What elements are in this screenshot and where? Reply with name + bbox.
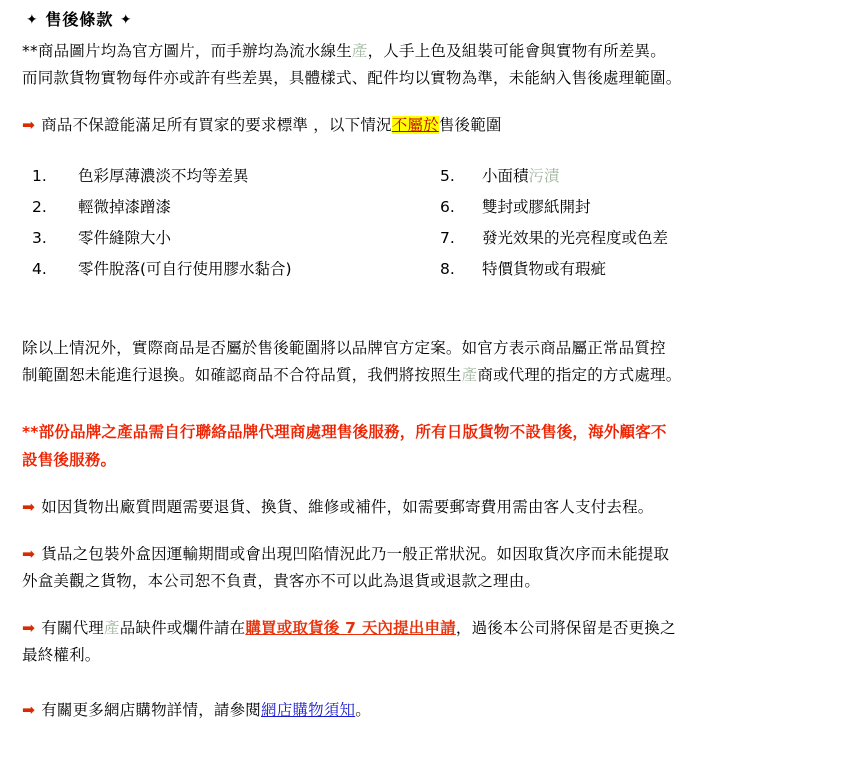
arrow-icon: ➡ [22,116,36,135]
arrow-icon: ➡ [22,544,36,563]
intro-line-1 [22,39,850,64]
notice-line [22,113,850,138]
intro-line-1-prefix: **商品圖片均為官方圖片，而手辦均為流水線生 [22,41,352,60]
notice-highlight: 不屬於 [391,116,439,135]
clause-shipping-text: 如因貨物出廠質問題需要退貨、換貨、維修或補件，如需要郵寄費用需由客人支付去程。 [41,497,654,516]
list-item [22,226,436,250]
list-item-label: 零件脫落(可自行使用膠水黏合) [78,260,292,279]
more-info-before: 有關更多網店購物詳情，請參閱 [41,701,261,720]
clause-agent-line-2: 最終權利。 [22,646,101,665]
spacer [22,475,850,495]
clause-agent-emphasis: 購買或取貨後 7 天內提出申請 [245,618,456,637]
clause-agent-faint: 產 [104,618,120,637]
ornament-left-icon: ✦ [26,12,39,28]
intro-line-1-suffix: ，人手上色及組裝可能會與實物有所差異。 [367,41,666,60]
exclusion-column-left [22,164,436,288]
spacer [22,318,850,336]
list-item-number: 3. [32,229,47,248]
shopping-guide-link[interactable]: 網店購物須知 [261,701,356,720]
ornament-right-icon: ✦ [119,12,133,28]
list-item-label: 零件縫隙大小 [78,229,172,248]
list-item-label: 發光效果的光亮程度或色差 [482,229,669,248]
arrow-icon: ➡ [22,701,36,720]
list-item-number: 6. [440,198,455,217]
list-item [22,164,436,188]
clause-agent-before: 有關代理 [41,618,104,637]
list-item-number: 2. [32,198,47,217]
clause-packaging-line-2: 外盒美觀之貨物，本公司恕不負責，貴客亦不可以此為退貨或退款之理由。 [22,571,541,590]
policy-line-2-faint: 產 [461,366,478,385]
list-item-label: 輕微掉漆蹭漆 [78,198,172,217]
clause-more-info [22,698,850,723]
clause-packaging-line-1 [22,542,850,567]
spacer [22,390,850,420]
policy-line-2-prefix: 制範圍恕未能進行退換。如確認商品不合符品質，我們將按照生 [22,366,462,385]
list-item-label [482,164,850,188]
list-item-label: 色彩厚薄濃淡不均等差異 [78,167,249,186]
warning-line-2: 設售後服務。 [22,450,117,469]
clause-agent-line-1 [22,616,850,641]
policy-line-1: 除以上情況外，實際商品是否屬於售後範圍將以品牌官方定案。如官方表示商品屬正常品質控 [22,339,666,358]
list-item [436,195,850,219]
notice-text-before: 商品不保證能滿足所有買家的要求標準 ，以下情況 [41,116,392,135]
clause-agent-mid: 品缺件或爛件請在 [119,618,246,637]
arrow-icon: ➡ [22,497,36,516]
title-text: 售後條款 [45,10,114,29]
page-title [26,8,850,33]
list-item-number: 7. [440,229,455,248]
list-item-number: 5. [440,167,455,186]
list-item [436,164,850,188]
list-item [436,226,850,250]
warning-line-1: **部份品牌之產品需自行聯絡品牌代理商處理售後服務，所有日版貨物不設售後，海外顧客不 [22,423,667,442]
list-item [22,257,436,281]
spacer [22,140,850,154]
spacer [22,522,850,542]
policy-line-2-suffix: 商或代理的指定的方式處理。 [477,366,682,385]
list-item-label: 特價貨物或有瑕疵 [482,260,607,279]
more-info-after: 。 [355,701,371,720]
list-item [22,195,436,219]
clause-shipping [22,495,850,520]
clause-packaging-text: 貨品之包裝外盒因運輸期間或會出現凹陷情況此乃一般正常狀況。如因取貨次序而未能提取 [41,544,670,563]
exclusion-list [22,164,850,288]
spacer [22,596,850,616]
notice-text-after: 售後範圍 [438,116,502,135]
list-item-number: 4. [32,260,47,279]
spacer [22,93,850,113]
spacer [22,288,850,318]
exclusion-column-right [436,164,850,288]
list-item-number: 8. [440,260,455,279]
spacer [22,690,850,698]
intro-line-2: 而同款貨物實物每件亦或許有些差異，具體樣式、配件均以實物為準，未能納入售後處理範圍。 [22,68,682,87]
intro-line-1-faint: 產 [351,41,368,60]
arrow-icon: ➡ [22,618,36,637]
list-item-number: 1. [32,167,47,186]
spacer [22,670,850,690]
list-item-label-faint: 污漬 [528,167,560,186]
clause-agent-after: ，過後本公司將保留是否更換之 [455,618,676,637]
list-item-label: 雙封或膠紙開封 [482,198,591,217]
list-item [436,257,850,281]
policy-line-2 [22,363,850,388]
list-item-label-before: 小面積 [482,167,529,186]
